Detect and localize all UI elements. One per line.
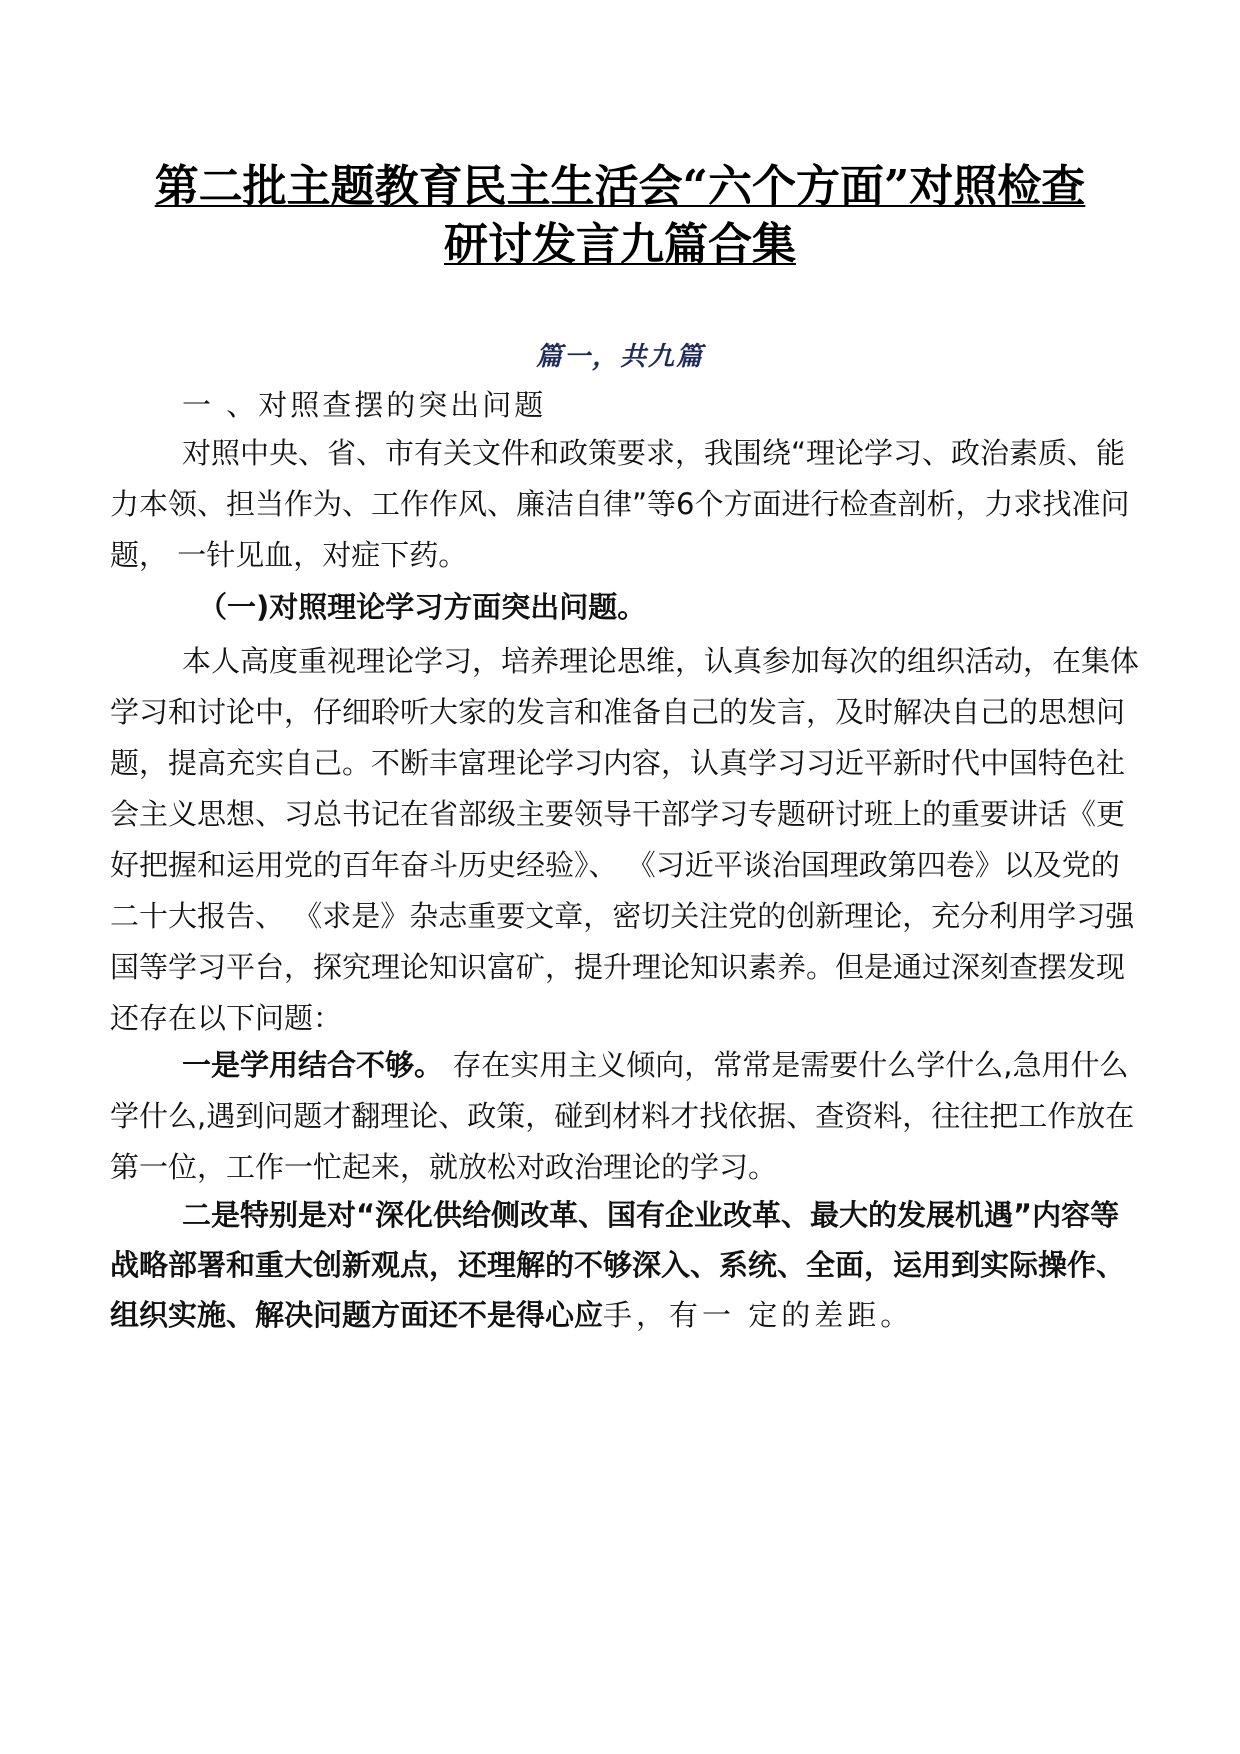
title-line-1: 第二批主题教育民主生活会“六个方面”对照检查 [154,161,1086,212]
paragraph-theory-study: 本人高度重视理论学习，培养理论思维，认真参加每次的组织活动，在集体学习和讨论中，仔细聆听大家的发言和准备自己的发言，及时解决自己的思想问题，提高充实自己。不断丰富理论学习内容，认真学习习近平新时代中国特色社会主义思想、习总书记在省部级主要领导干部学习专题研讨班上的重要讲话《更好把握和运用党的百年奋斗历史经验》、 《习近平谈治国理政第四卷》以及党的二十大报告、 《求是》杂志重要文章，密切关注党的创新理论，充分利用学习强国等学习平台，探究理论知识富矿，提升理论知识素养。但是通过深刻查摆发现还存在以下问题： [110,644,1140,1035]
paragraph-problem-two [110,1190,1140,1340]
title-line-2: 研讨发言九篇合集 [444,219,796,270]
document-title [0,158,1240,274]
paragraph-problem-one [110,1040,1140,1193]
heading-theory-study: （一)对照理论学习方面突出问题。 [198,590,647,624]
problem-two-tail: 手，有一 定的差距。 [603,1298,914,1332]
section-title: 篇一，共九篇 [535,342,704,372]
paragraph-intro: 对照中央、省、市有关文件和政策要求，我围绕“理论学习、政治素质、能力本领、担当作为、工作作风、廉洁自律”等6个方面进行检查剖析，力求找准问题， 一针见血，对症下药。 [110,436,1130,572]
heading-problems: 一 、对照查摆的突出问题 [182,388,547,422]
problem-one-lead: 一是学用结合不够。 [182,1048,444,1082]
problem-one-text: 存在实用主义倾向，常常是需要什么学什么,急用什么学什么,遇到问题才翻理论、政策，碰到材料才找依据、查资料，往往把工作放在第一位，工作一忙起来，就放松对政治理论的学习。 [110,1048,1135,1184]
problem-two-bold: 二是特别是对“深化供给侧改革、国有企业改革、最大的发展机遇”内容等战略部署和重大创新观点，还理解的不够深入、系统、全面，运用到实际操作、组织实施、解决问题方面还不是得心应 [110,1198,1126,1332]
